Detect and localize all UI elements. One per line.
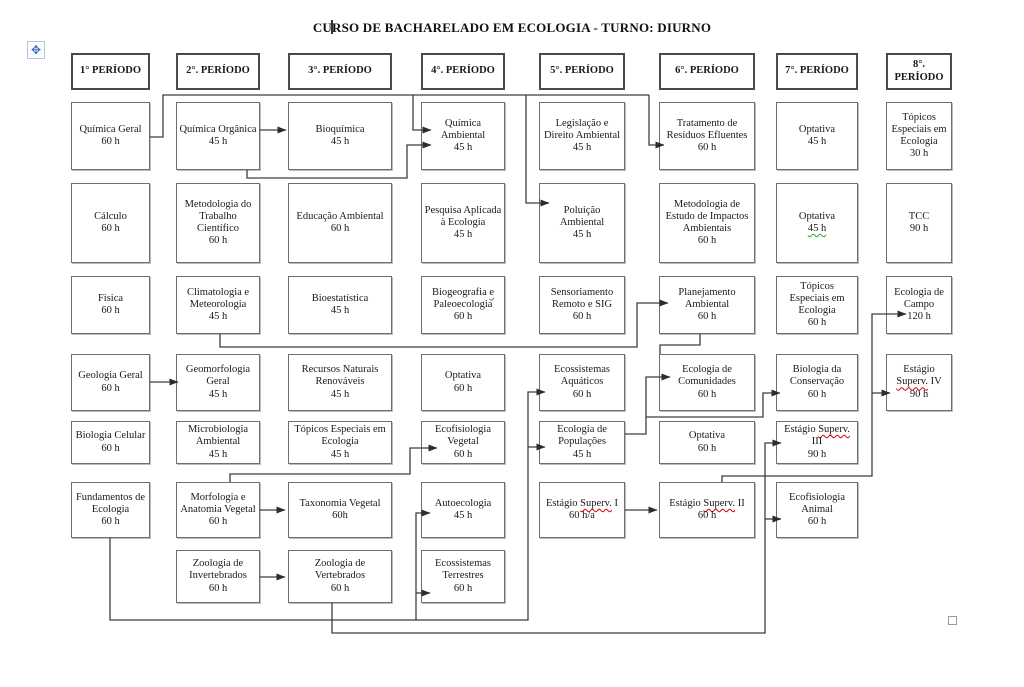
course-estagio-superv-iii[interactable] [776, 421, 858, 464]
course-optativa-6-5[interactable] [659, 421, 755, 464]
course-name: Autoecologia [434, 497, 492, 509]
course-ecofisiologia-vegetal[interactable] [421, 421, 505, 464]
course-pesquisa-aplicada-ecologia[interactable] [421, 183, 505, 263]
course-hours: 45 h [330, 448, 350, 460]
course-topicos-especiais-ecologia-60[interactable] [776, 276, 858, 334]
course-hours: 60 h [208, 582, 228, 594]
course-hours: 90 h [807, 448, 827, 460]
course-hours: 60 h [697, 388, 717, 400]
course-tratamento-residuos-efluentes[interactable] [659, 102, 755, 170]
course-hours: 60 h [572, 388, 592, 400]
period-header-6[interactable]: 6°. PERÍODO [659, 53, 755, 90]
course-hours: 120 h [907, 311, 931, 323]
course-hours: 45 h [453, 510, 473, 521]
course-name: Estágio Superv. IV [896, 364, 942, 388]
course-morfologia-anatomia-vegetal[interactable] [176, 482, 260, 538]
course-taxonomia-vegetal[interactable] [288, 482, 392, 538]
course-name: Ecossistemas Terrestres [435, 558, 491, 582]
course-geomorfologia-geral[interactable] [176, 354, 260, 411]
connector-planejamento-comunidades [660, 334, 700, 354]
course-optativa-7-2[interactable] [776, 183, 858, 263]
course-autoecologia[interactable] [421, 482, 505, 538]
course-hours: 45 h [330, 388, 350, 400]
course-hours: 60 h [101, 516, 120, 528]
course-metodologia-estudo-impactos[interactable] [659, 183, 755, 263]
course-name: Bioestatística [311, 292, 369, 304]
course-name: Biogeografia e Paleoecologia [431, 286, 495, 310]
course-hours: 45 h [208, 311, 228, 323]
course-hours: 45 h [807, 223, 827, 234]
course-name: Recursos Naturais Renováveis [301, 364, 379, 388]
course-name: Metodologia do Trabalho Científico [184, 198, 252, 234]
course-name: Zoologia de Invertebrados [189, 558, 247, 582]
course-name: Cálculo [94, 210, 127, 222]
period-header-7[interactable]: 7°. PERÍODO [776, 53, 858, 90]
course-topicos-especiais-ecologia-45[interactable] [288, 421, 392, 464]
course-ecossistemas-terrestres[interactable] [421, 550, 505, 603]
course-bioquimica[interactable] [288, 102, 392, 170]
course-name: Ecologia de Campo [894, 286, 944, 310]
course-ecossistemas-aquaticos[interactable] [539, 354, 625, 411]
course-name: Metodologia de Estudo de Impactos Ambientais [665, 198, 749, 234]
course-geologia-geral[interactable] [71, 354, 150, 411]
course-poluicao-ambiental[interactable] [539, 183, 625, 263]
course-metodologia-trabalho-cientifico[interactable] [176, 183, 260, 263]
course-hours: 60 h [807, 516, 827, 528]
course-name: Morfologia e Anatomia Vegetal [180, 491, 256, 515]
course-name: Ecologia de Comunidades [678, 364, 736, 388]
course-optativa-4-4[interactable] [421, 354, 505, 411]
course-name: Planejamento Ambiental [678, 286, 736, 310]
course-hours: 45 h [208, 136, 228, 147]
period-header-3[interactable]: 3°. PERÍODO [288, 53, 392, 90]
course-hours: 60 h [453, 582, 473, 594]
course-biogeografia-paleoecologia[interactable] [421, 276, 505, 334]
course-hours: 60 h [208, 235, 228, 247]
course-hours: 45 h [453, 142, 473, 154]
course-quimica-geral[interactable] [71, 102, 150, 170]
course-biologia-da-conservacao[interactable] [776, 354, 858, 411]
period-header-1[interactable]: 1° PERÍODO [71, 53, 150, 90]
connector-vertebrados-estagio3 [332, 443, 781, 633]
course-sensoriamento-remoto-sig[interactable] [539, 276, 625, 334]
course-name: Educação Ambiental [296, 210, 384, 222]
course-hours: 45 h [453, 229, 473, 241]
course-name: Optativa [798, 123, 836, 135]
course-bioestatistica[interactable] [288, 276, 392, 334]
course-ecologia-de-comunidades[interactable] [659, 354, 755, 411]
course-name: Optativa [688, 430, 726, 442]
course-hours: 60 h [101, 305, 120, 316]
course-name: Taxonomia Vegetal [299, 497, 381, 509]
course-zoologia-de-vertebrados[interactable] [288, 550, 392, 603]
course-topicos-especiais-ecologia-30[interactable] [886, 102, 952, 170]
course-name: Fundamentos de Ecologia [75, 491, 146, 515]
course-estagio-superv-i[interactable] [539, 482, 625, 538]
diagram-title: CURSO DE BACHARELADO EM ECOLOGIA - TURNO: DIURNO [312, 20, 712, 35]
course-name: Ecologia de Populações [557, 424, 607, 448]
course-hours: 60 h [697, 311, 717, 323]
table-move-handle-icon[interactable]: ✥ [27, 41, 45, 59]
course-name: Sensoriamento Remoto e SIG [550, 286, 614, 310]
course-hours: 60 h [697, 235, 717, 247]
course-hours: 60 h [101, 223, 120, 234]
course-legislacao-direito-ambiental[interactable] [539, 102, 625, 170]
course-name: Biologia Celular [75, 430, 146, 442]
course-name: TCC [908, 210, 930, 222]
course-name: Ecofisiologia Animal [789, 491, 845, 515]
course-hours: 45 h [572, 448, 592, 460]
course-educacao-ambiental[interactable] [288, 183, 392, 263]
course-hours: 60 h [453, 311, 473, 323]
period-header-4[interactable]: 4°. PERÍODO [421, 53, 505, 90]
course-name: Estágio Superv. III [784, 424, 850, 448]
course-climatologia-meteorologia[interactable] [176, 276, 260, 334]
course-name: Geologia Geral [78, 370, 143, 382]
course-name: Biologia da Conservação [789, 364, 845, 388]
period-header-2[interactable]: 2°. PERÍODO [176, 53, 260, 90]
course-hours: 60 h [807, 317, 827, 329]
course-hours: 60 h [330, 223, 350, 234]
course-hours: 45 h [807, 136, 827, 147]
course-calculo[interactable] [71, 183, 150, 263]
course-hours: 60 h [330, 582, 350, 594]
course-planejamento-ambiental[interactable] [659, 276, 755, 334]
period-header-5[interactable]: 5°. PERÍODO [539, 53, 625, 90]
course-hours: 45 h [208, 448, 228, 460]
course-zoologia-de-invertebrados[interactable] [176, 550, 260, 603]
course-hours: 60 h [697, 510, 717, 521]
course-hours: 90 h [909, 388, 929, 400]
course-name: Optativa [444, 370, 482, 382]
course-name: Tópicos Especiais em Ecologia [891, 111, 947, 147]
course-quimica-ambiental[interactable] [421, 102, 505, 170]
course-estagio-superv-ii[interactable] [659, 482, 755, 538]
course-name: Ecofisiologia Vegetal [435, 424, 491, 448]
course-name: Estágio Superv. II [669, 497, 745, 509]
course-hours: 60 h [101, 136, 120, 147]
course-microbiologia-ambiental[interactable] [176, 421, 260, 464]
course-hours: 45 h [572, 229, 592, 241]
course-ecofisiologia-animal[interactable] [776, 482, 858, 538]
course-hours: 60 h [572, 311, 592, 323]
course-hours: 60h [332, 510, 348, 521]
course-hours: 60 h [697, 142, 717, 154]
course-hours: 60 h/a [569, 510, 595, 521]
course-name: Bioquímica [315, 123, 365, 135]
resize-handle[interactable] [948, 616, 957, 625]
course-estagio-superv-iv[interactable] [886, 354, 952, 411]
course-fundamentos-de-ecologia[interactable] [71, 482, 150, 538]
course-name: Climatologia e Meteorologia [186, 286, 250, 310]
course-hours: 45 h [208, 388, 228, 400]
course-name: Estágio Superv. I [546, 497, 618, 509]
course-tcc[interactable] [886, 183, 952, 263]
course-name: Química Orgânica [179, 123, 257, 135]
course-hours: 60 h [208, 516, 228, 528]
course-hours: 60 h [453, 382, 473, 394]
course-optativa-7-1[interactable] [776, 102, 858, 170]
course-name: Zoologia de Vertebrados [314, 558, 366, 582]
course-hours: 60 h [807, 388, 827, 400]
course-hours: 60 h [453, 448, 473, 460]
course-name: Química Geral [79, 123, 142, 135]
period-header-8[interactable]: 8°. PERÍODO [886, 53, 952, 90]
course-name: Ecossistemas Aquáticos [554, 364, 610, 388]
course-hours: 45 h [330, 136, 350, 147]
course-name: Física [97, 292, 124, 304]
course-hours: 90 h [909, 223, 929, 234]
course-name: Legislação e Direito Ambiental [543, 117, 621, 141]
course-name: Poluição Ambiental [559, 204, 605, 228]
course-name: Microbiologia Ambiental [187, 424, 249, 448]
course-name: Tópicos Especiais em Ecologia [789, 280, 845, 316]
course-hours: 60 h [101, 382, 120, 394]
course-name: Química Ambiental [440, 117, 486, 141]
course-ecologia-de-populacoes[interactable] [539, 421, 625, 464]
course-biologia-celular[interactable] [71, 421, 150, 464]
course-hours: 30 h [909, 148, 929, 160]
course-quimica-organica[interactable] [176, 102, 260, 170]
course-fisica[interactable] [71, 276, 150, 334]
course-hours: 45 h [330, 305, 350, 316]
course-name: Pesquisa Aplicada à Ecologia [424, 204, 502, 228]
course-name: Tópicos Especiais em Ecologia [294, 424, 386, 448]
course-name: Tratamento de Resíduos Efluentes [666, 117, 748, 141]
course-ecologia-de-campo[interactable] [886, 276, 952, 334]
course-hours: 45 h [572, 142, 592, 154]
course-name: Optativa [798, 210, 836, 222]
course-hours: 60 h [101, 442, 120, 454]
course-hours: 60 h [697, 442, 717, 454]
course-recursos-naturais-renovaveis[interactable] [288, 354, 392, 411]
course-name: Geomorfologia Geral [185, 364, 251, 388]
